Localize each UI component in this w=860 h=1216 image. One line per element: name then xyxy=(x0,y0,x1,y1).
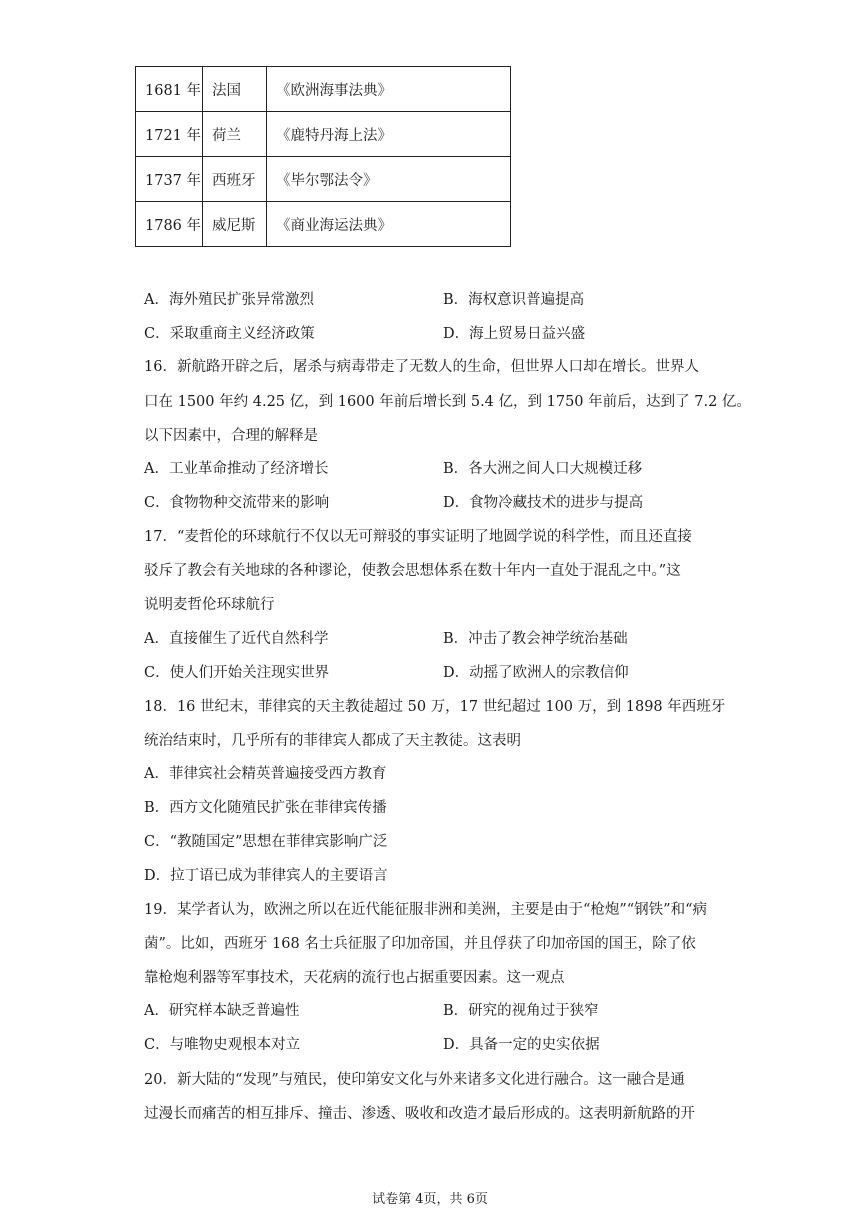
q19-option-c: C．与唯物史观根本对立 xyxy=(144,1037,301,1053)
q20-stem-line-2: 过漫长而痛苦的相互排斥、撞击、渗透、吸收和改造才最后形成的。这表明新航路的开 xyxy=(144,1106,695,1122)
q20-stem-line-1: 20．新大陆的“发现”与殖民，使印第安文化与外来诸多文化进行融合。这一融合是通 xyxy=(144,1072,685,1088)
q15-option-b: B．海权意识普遍提高 xyxy=(443,292,585,308)
table-cell-law: 《毕尔鄂法令》 xyxy=(267,157,511,202)
q16-option-b: B．各大洲之间人口大规模迁移 xyxy=(443,461,643,477)
q18-option-b: B．西方文化随殖民扩张在菲律宾传播 xyxy=(144,800,387,816)
table-cell-country: 西班牙 xyxy=(203,157,267,202)
q16-stem-line-2: 口在 1500 年约 4.25 亿，到 1600 年前后增长到 5.4 亿，到 1750 年前后，达到了 7.2 亿。 xyxy=(144,394,751,410)
q15-option-c: C．采取重商主义经济政策 xyxy=(144,326,315,342)
q19-stem-line-3: 靠枪炮利器等军事技术，天花病的流行也占据重要因素。这一观点 xyxy=(144,970,565,986)
table-cell-year: 1786 年 xyxy=(136,202,203,247)
q16-stem-line-3: 以下因素中，合理的解释是 xyxy=(144,428,318,444)
page-footer: 试卷第 4页，共 6页 xyxy=(372,1192,488,1207)
q15-option-a: A．海外殖民扩张异常激烈 xyxy=(144,292,314,308)
maritime-law-table xyxy=(135,66,511,247)
q19-option-a: A．研究样本缺乏普遍性 xyxy=(144,1003,300,1019)
q18-stem-line-1: 18．16 世纪末，菲律宾的天主教徒超过 50 万，17 世纪超过 100 万，到 1898 年西班牙 xyxy=(144,699,726,715)
q16-option-c: C．食物物种交流带来的影响 xyxy=(144,495,330,511)
table-cell-law: 《欧洲海事法典》 xyxy=(267,67,511,112)
q18-stem-line-2: 统治结束时，几乎所有的菲律宾人都成了天主教徒。这表明 xyxy=(144,733,521,749)
q16-option-d: D．食物冷藏技术的进步与提高 xyxy=(443,495,644,511)
table-cell-country: 荷兰 xyxy=(203,112,267,157)
table-row xyxy=(136,202,511,247)
table-row xyxy=(136,112,511,157)
q16-option-a: A．工业革命推动了经济增长 xyxy=(144,461,329,477)
q18-option-a: A．菲律宾社会精英普遍接受西方教育 xyxy=(144,766,387,782)
q17-stem-line-2: 驳斥了教会有关地球的各种谬论，使教会思想体系在数十年内一直处于混乱之中。”这 xyxy=(144,563,681,579)
q18-option-d: D．拉丁语已成为菲律宾人的主要语言 xyxy=(144,868,388,884)
q16-stem-line-1: 16．新航路开辟之后，屠杀与病毒带走了无数人的生命，但世界人口却在增长。世界人 xyxy=(144,359,699,375)
q17-stem-line-3: 说明麦哲伦环球航行 xyxy=(144,597,275,613)
table-cell-law: 《商业海运法典》 xyxy=(267,202,511,247)
q19-stem-line-1: 19．某学者认为，欧洲之所以在近代能征服非洲和美洲，主要是由于“枪炮”“钢铁”和“病 xyxy=(144,902,708,918)
q17-option-c: C．使人们开始关注现实世界 xyxy=(144,665,330,681)
q15-option-d: D．海上贸易日益兴盛 xyxy=(443,326,586,342)
q18-option-c: C．“教随国定”思想在菲律宾影响广泛 xyxy=(144,834,388,850)
table-cell-year: 1721 年 xyxy=(136,112,203,157)
q17-option-d: D．动摇了欧洲人的宗教信仰 xyxy=(443,665,629,681)
q17-option-a: A．直接催生了近代自然科学 xyxy=(144,631,329,647)
table-row xyxy=(136,157,511,202)
q19-stem-line-2: 菌”。比如，西班牙 168 名士兵征服了印加帝国，并且俘获了印加帝国的国王，除了依 xyxy=(144,936,696,952)
q19-option-b: B．研究的视角过于狭窄 xyxy=(443,1003,599,1019)
table-row xyxy=(136,67,511,112)
table-cell-year: 1737 年 xyxy=(136,157,203,202)
table-cell-law: 《鹿特丹海上法》 xyxy=(267,112,511,157)
q19-option-d: D．具备一定的史实依据 xyxy=(443,1037,600,1053)
q17-stem-line-1: 17．“麦哲伦的环球航行不仅以无可辩驳的事实证明了地圆学说的科学性，而且还直接 xyxy=(144,529,692,545)
table-cell-country: 威尼斯 xyxy=(203,202,267,247)
q17-option-b: B．冲击了教会神学统治基础 xyxy=(443,631,628,647)
table-cell-country: 法国 xyxy=(203,67,267,112)
table-cell-year: 1681 年 xyxy=(136,67,203,112)
